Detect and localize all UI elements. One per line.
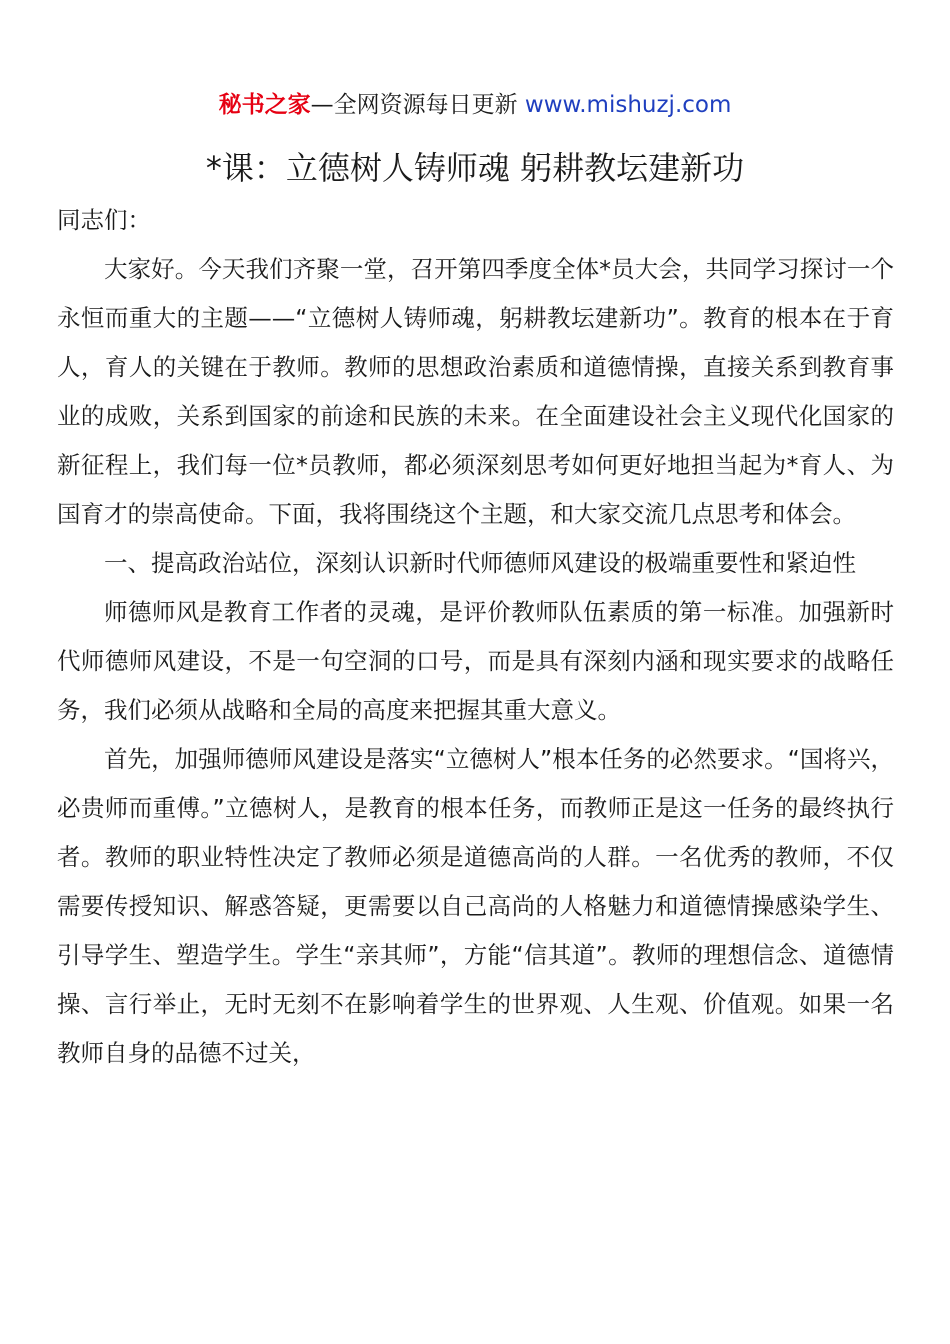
salutation: 同志们： (57, 206, 151, 234)
site-header (0, 88, 950, 122)
paragraph-opening: 大家好。今天我们齐聚一堂，召开第四季度全体*员大会，共同学习探讨一个永恒而重大的主题——“立德树人铸师魂，躬耕教坛建新功”。教育的根本在于育人，育人的关键在于教师。教师的思想政治素质和道德情操，直接关系到教育事业的成败，关系到国家的前途和民族的未来。在全面建设社会主义现代化国家的新征程上，我们每一位*员教师，都必须深刻思考如何更好地担当起为*育人、为国育才的崇高使命。下面，我将围绕这个主题，和大家交流几点思考和体会。 (57, 255, 894, 528)
brand-name: 秘书之家 (218, 92, 311, 118)
site-url-link[interactable]: www.mishuzj.com (524, 92, 732, 118)
paragraph-section-1-intro: 师德师风是教育工作者的灵魂，是评价教师队伍素质的第一标准。加强新时代师德师风建设，不是一句空洞的口号，而是具有深刻内涵和现实要求的战略任务，我们必须从战略和全局的高度来把握其重大意义。 (57, 598, 894, 724)
header-tagline: —全网资源每日更新 (310, 92, 525, 118)
paragraph-first-point: 首先，加强师德师风建设是落实“立德树人”根本任务的必然要求。“国将兴，必贵师而重傅。”立德树人，是教育的根本任务，而教师正是这一任务的最终执行者。教师的职业特性决定了教师必须是道德高尚的人群。一名优秀的教师，不仅需要传授知识、解惑答疑，更需要以自己高尚的人格魅力和道德情操感染学生、引导学生、塑造学生。学生“亲其师”，方能“信其道”。教师的理想信念、道德情操、言行举止，无时无刻不在影响着学生的世界观、人生观、价值观。如果一名教师自身的品德不过关， (57, 745, 894, 1067)
document-body (57, 196, 894, 1078)
document-title: *课：立德树人铸师魂 躬耕教坛建新功 (205, 149, 745, 187)
section-heading-1: 一、提高政治站位，深刻认识新时代师德师风建设的极端重要性和紧迫性 (104, 549, 856, 577)
